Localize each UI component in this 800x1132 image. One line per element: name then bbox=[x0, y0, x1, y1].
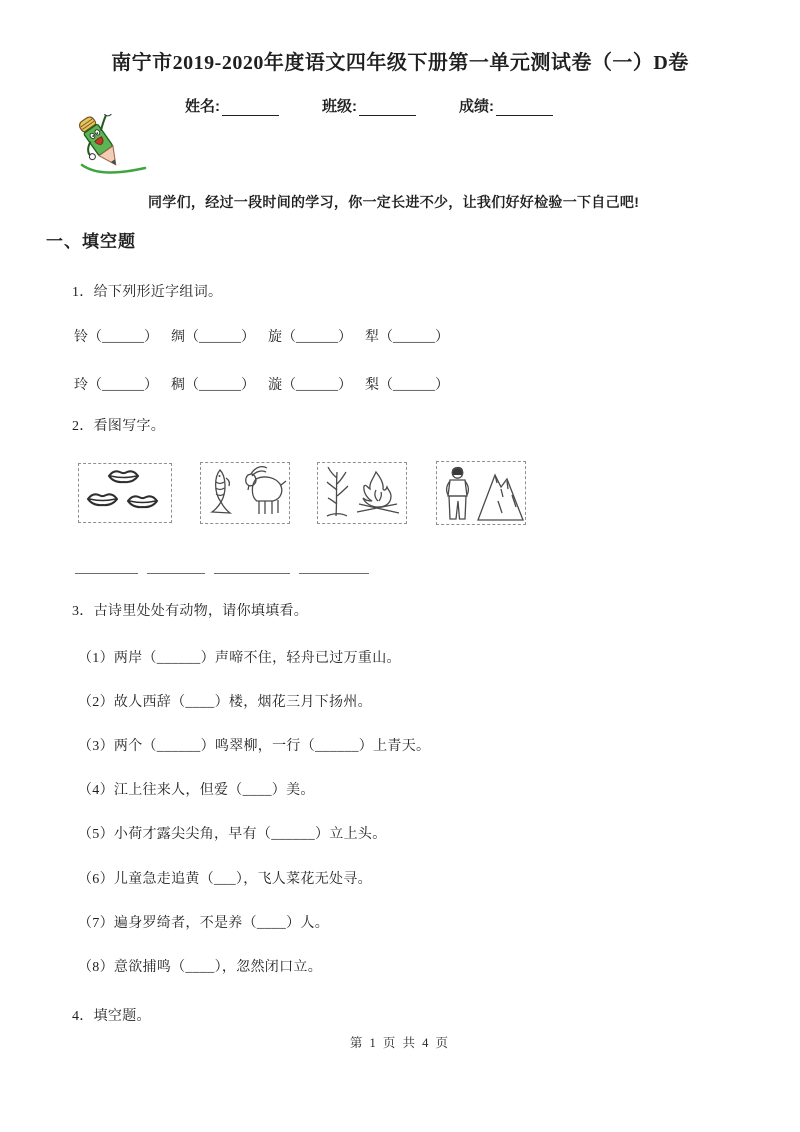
name-label: 姓名: bbox=[185, 98, 220, 115]
header-fields bbox=[185, 95, 553, 116]
name-field bbox=[185, 95, 279, 116]
word-blank: 绸（______） bbox=[171, 330, 255, 345]
question-3-item-3: （3）两个（______）鸣翠柳，一行（______）上青天。 bbox=[78, 739, 431, 754]
question-3-item-2: （2）故人西辞（____）楼，烟花三月下扬州。 bbox=[78, 695, 372, 710]
word-blank: 梨（______） bbox=[365, 378, 449, 393]
picture-three-mouths bbox=[78, 463, 172, 523]
question-2-answer-blanks bbox=[75, 560, 369, 574]
intro-text: 同学们，经过一段时间的学习，你一定长进不少，让我们好好检验一下自己吧! bbox=[148, 194, 640, 210]
answer-blank bbox=[75, 560, 138, 574]
question-3-item-7: （7）遍身罗绮者，不是养（____）人。 bbox=[78, 916, 329, 931]
question-1-row-2 bbox=[74, 374, 462, 394]
question-3-item-8: （8）意欲捕鸣（____），忽然闭口立。 bbox=[78, 960, 322, 975]
picture-tree-and-campfire bbox=[317, 462, 407, 524]
class-blank bbox=[359, 100, 416, 116]
word-blank: 漩（______） bbox=[268, 378, 352, 393]
word-blank: 稠（______） bbox=[171, 378, 255, 393]
question-3-text: 3．古诗里处处有动物，请你填填看。 bbox=[72, 604, 309, 619]
pencil-mascot-icon bbox=[68, 114, 148, 185]
word-blank: 玲（______） bbox=[74, 378, 158, 393]
answer-blank bbox=[214, 560, 290, 574]
score-blank bbox=[496, 100, 553, 116]
question-1-text: 1．给下列形近字组词。 bbox=[72, 285, 223, 300]
page-title: 南宁市2019-2020年度语文四年级下册第一单元测试卷（一）D卷 bbox=[111, 52, 689, 74]
name-blank bbox=[222, 100, 279, 116]
word-blank: 铃（______） bbox=[74, 330, 158, 345]
picture-person-and-mountain bbox=[436, 461, 526, 525]
score-field bbox=[459, 95, 553, 116]
class-field bbox=[322, 95, 416, 116]
word-blank: 犁（______） bbox=[365, 330, 449, 345]
question-4-text: 4．填空题。 bbox=[72, 1009, 151, 1024]
question-1-row-1 bbox=[74, 326, 462, 346]
answer-blank bbox=[299, 560, 369, 574]
score-label: 成绩: bbox=[459, 98, 494, 115]
question-3-item-1: （1）两岸（______）声啼不住，轻舟已过万重山。 bbox=[78, 651, 401, 666]
section-one-heading: 一、填空题 bbox=[46, 232, 136, 251]
word-blank: 旋（______） bbox=[268, 330, 352, 345]
answer-blank bbox=[147, 560, 205, 574]
class-label: 班级: bbox=[322, 98, 357, 115]
question-2-pictures bbox=[78, 461, 526, 525]
page-number-footer: 第 1 页 共 4 页 bbox=[349, 1036, 451, 1050]
question-3-item-4: （4）江上往来人，但爱（____）美。 bbox=[78, 783, 315, 798]
picture-fish-and-goat bbox=[200, 462, 290, 524]
question-3-item-5: （5）小荷才露尖尖角，早有（______）立上头。 bbox=[78, 827, 387, 842]
question-3-item-6: （6）儿童急走追黄（___），飞人菜花无处寻。 bbox=[78, 872, 372, 887]
question-2-text: 2．看图写字。 bbox=[72, 419, 166, 434]
